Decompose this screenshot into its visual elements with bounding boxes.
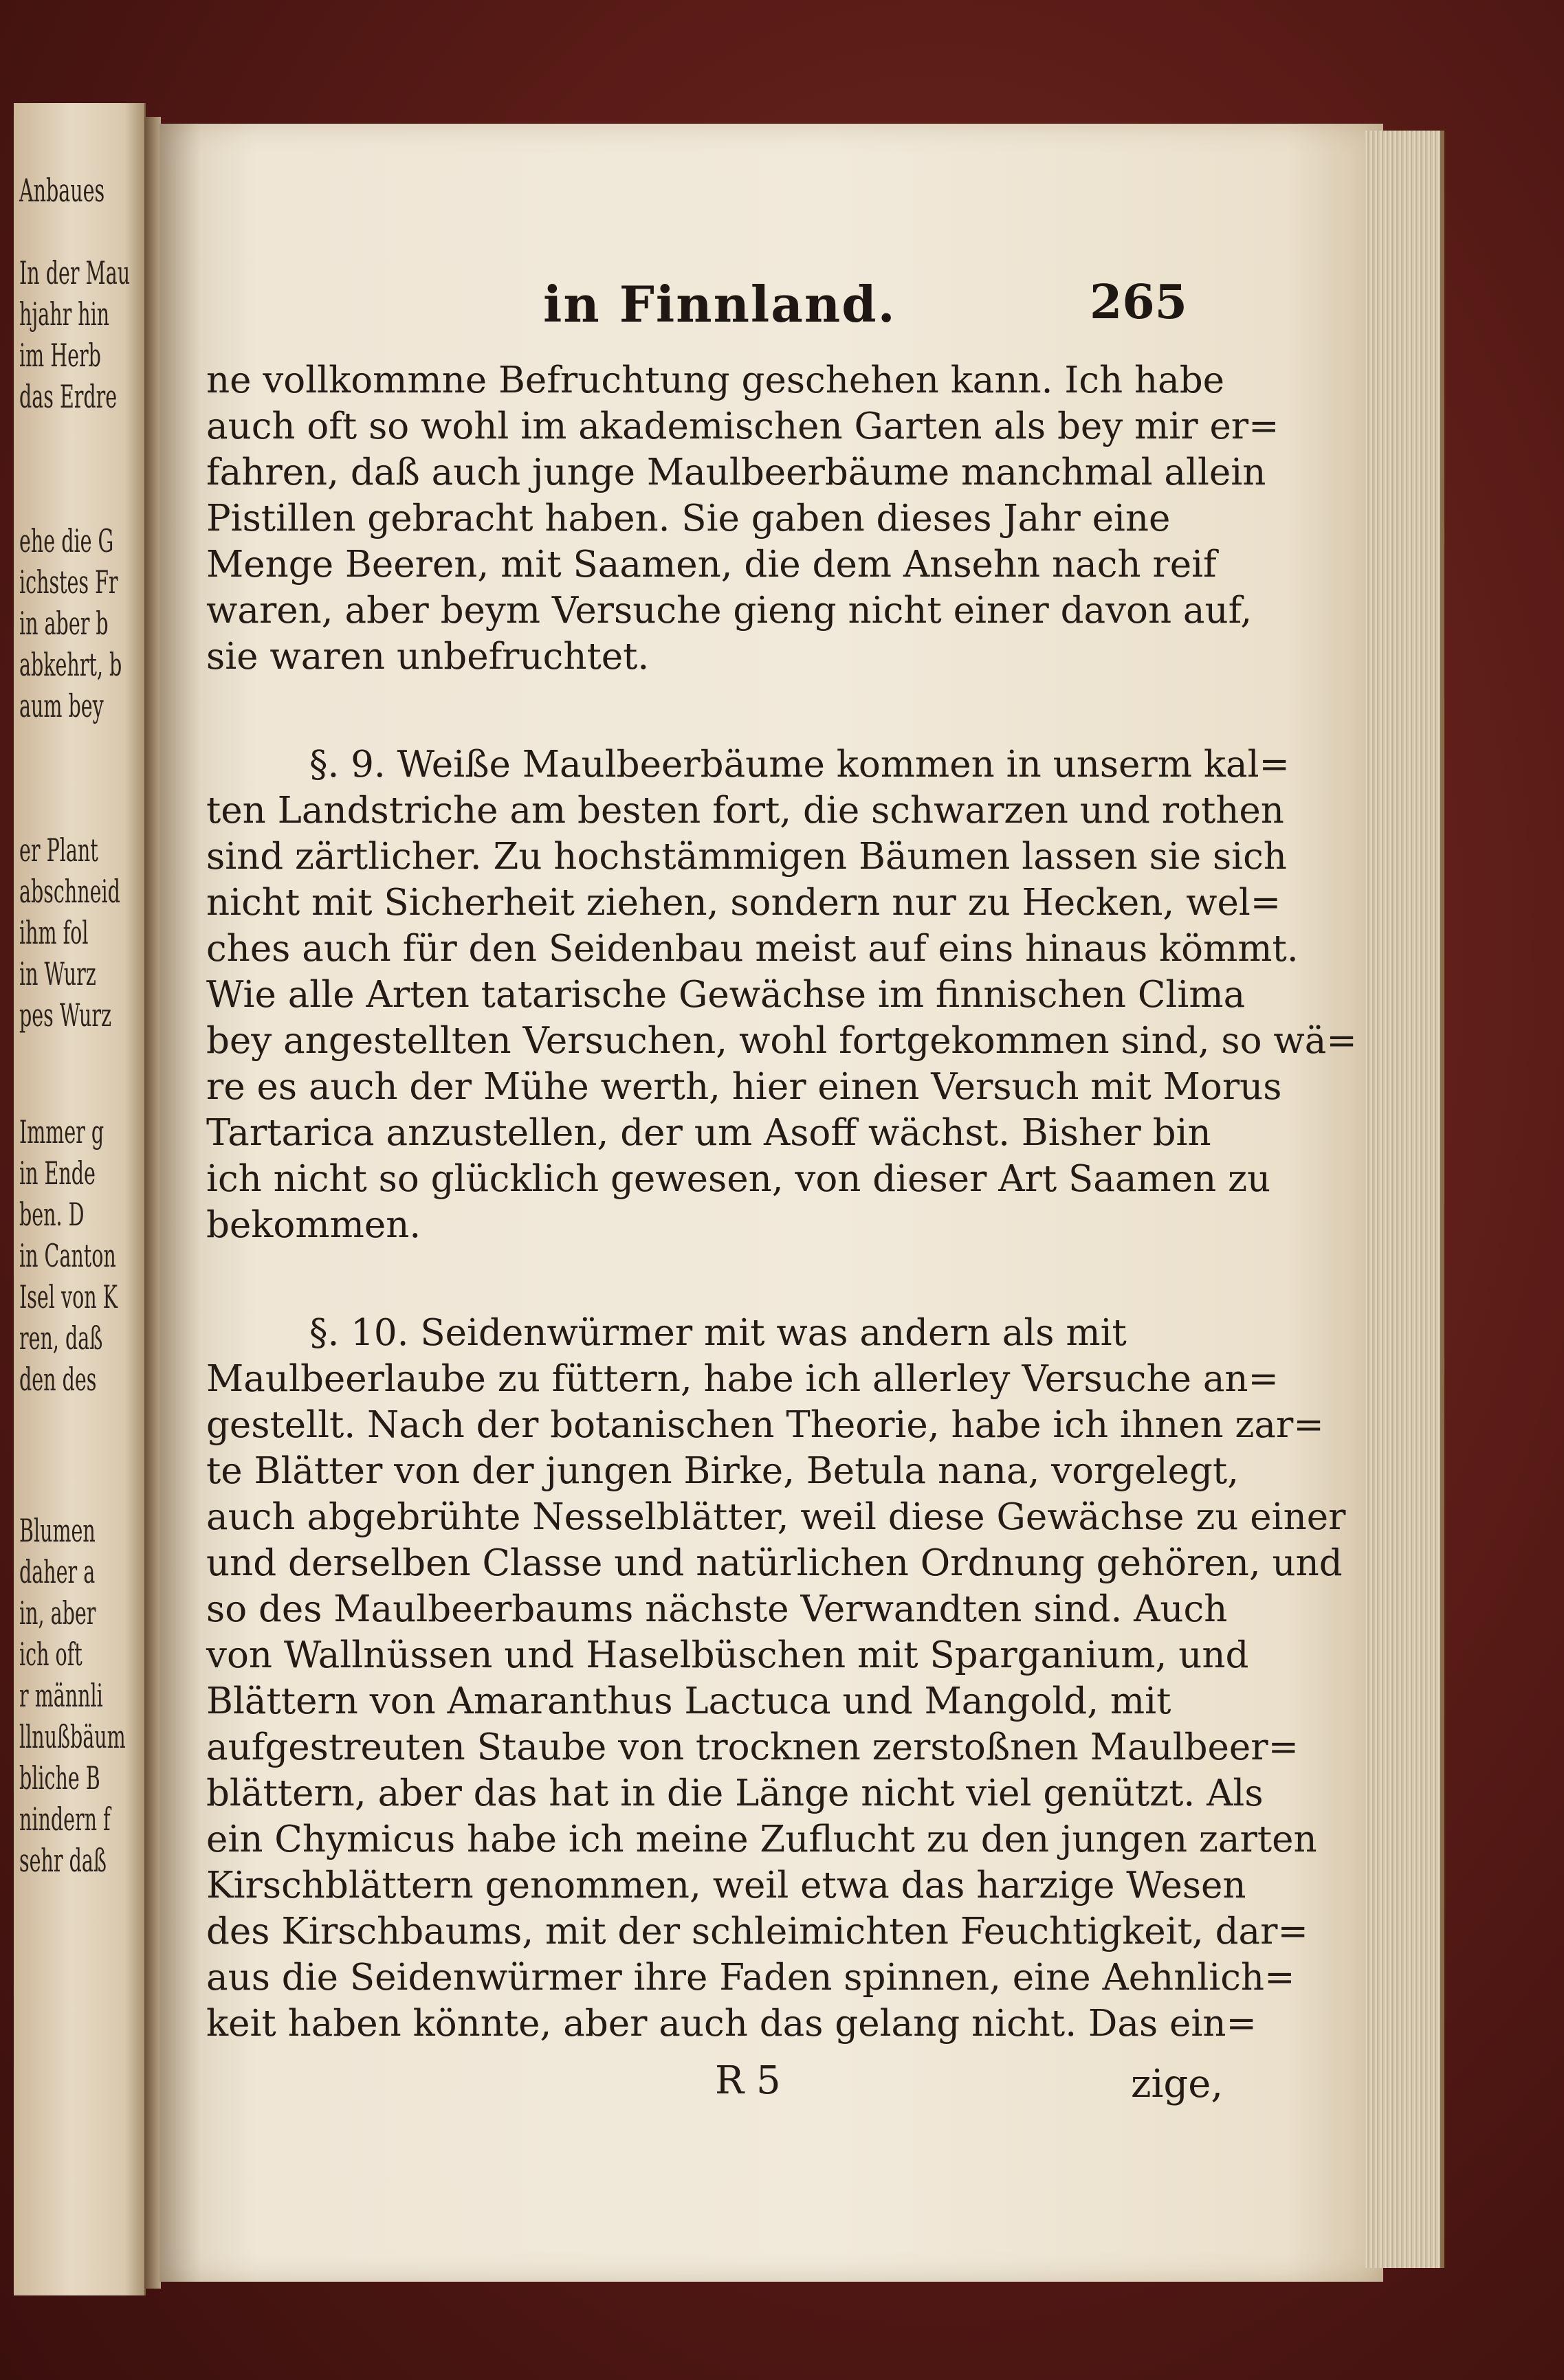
signature-mark: R 5 [715,2058,781,2103]
facing-page-text-fragment: pes Wurz [19,997,112,1034]
facing-page-text-fragment: ben. D [19,1196,85,1233]
text-line: re es auch der Mühe werth, hier einen Versuch mit Morus [206,1066,1282,1108]
text-line: Blättern von Amaranthus Lactuca und Mangold, mit [206,1680,1171,1722]
facing-page-text-fragment: in, aber [19,1594,96,1632]
facing-page-left [14,103,146,2295]
text-line: Maulbeerlaube zu füttern, habe ich allerley Versuche an= [206,1358,1279,1400]
facing-page-text-fragment: In der Mau [19,254,131,291]
paragraph-gap [206,680,1237,742]
text-line: bekommen. [206,1204,421,1246]
text-line: Kirschblättern genommen, weil etwa das harzige Wesen [206,1865,1246,1906]
text-line: nicht mit Sicherheit ziehen, sondern nur zu Hecken, wel= [206,882,1281,924]
facing-page-text-fragment: Blumen [19,1512,96,1549]
facing-page-text-fragment: den des [19,1361,97,1398]
catchword: zige, [1131,2062,1224,2106]
facing-page-text-fragment: ihm fol [19,914,89,951]
text-line: Tartarica anzustellen, der um Asoff wächst. Bisher bin [206,1112,1211,1154]
facing-page-text-fragment: ren, daß [19,1320,103,1357]
facing-page-text-fragment: llnußbäum [19,1718,126,1755]
facing-page-text-fragment: Isel von K [19,1278,118,1315]
text-line: aufgestreuten Staube von trocknen zerstoßnen Maulbeer= [206,1726,1299,1768]
book-gutter [144,117,161,2289]
text-line: Menge Beeren, mit Saamen, die dem Ansehn nach reif [206,544,1217,586]
text-line: gestellt. Nach der botanischen Theorie, habe ich ihnen zar= [206,1404,1324,1446]
page-edges [1365,131,1444,2268]
text-line: aus die Seidenwürmer ihre Faden spinnen, eine Aehnlich= [206,1957,1295,1999]
facing-page-text-fragment: nindern f [19,1801,111,1838]
body-text [206,357,1357,2047]
facing-page-text-fragment: daher a [19,1553,96,1590]
text-line: waren, aber beym Versuche gieng nicht einer davon auf, [206,590,1253,632]
text-line: §. 9. Weiße Maulbeerbäume kommen in unserm kal= [309,744,1290,786]
page-number: 265 [1090,275,1187,330]
text-line: ten Landstriche am besten fort, die schwarzen und rothen [206,790,1284,832]
facing-page-text-fragment: Immer g [19,1113,104,1150]
facing-page-text-fragment: in Canton [19,1237,116,1274]
facing-page-text-fragment: er Plant [19,832,98,869]
facing-page-text-fragment: hjahr hin [19,296,110,333]
spine-shadow [159,124,201,2282]
facing-page-text-fragment: im Herb [19,337,101,374]
text-line: ne vollkommne Befruchtung geschehen kann. Ich habe [206,359,1224,401]
text-line: ches auch für den Seidenbau meist auf eins hinaus kömmt. [206,928,1299,970]
facing-page-text-fragment: in aber b [19,605,109,642]
text-line: des Kirschbaums, mit der schleimichten Feuchtigkeit, dar= [206,1911,1308,1953]
text-line: Wie alle Arten tatarische Gewächse im finnischen Clima [206,974,1246,1016]
facing-page-text-fragment: abkehrt, b [19,646,122,683]
text-line: so des Maulbeerbaums nächste Verwandten sind. Auch [206,1588,1228,1630]
facing-page-text-fragment: bliche B [19,1759,100,1797]
text-line: keit haben könnte, aber auch das gelang nicht. Das ein= [206,2003,1257,2045]
text-line: von Wallnüssen und Haselbüschen mit Sparganium, und [206,1634,1249,1676]
text-line: ich nicht so glücklich gewesen, von dieser Art Saamen zu [206,1158,1271,1200]
facing-page-text-fragment: sehr daß [19,1842,107,1879]
facing-page-text-fragment: in Ende [19,1155,96,1192]
facing-page-text-fragment: abschneid [19,873,120,910]
paragraph-2 [206,742,1357,1248]
text-line: und derselben Classe und natürlichen Ordnung gehören, und [206,1542,1343,1584]
paragraph-3 [206,1310,1346,2047]
paragraph-gap [206,1248,1237,1310]
text-line: fahren, daß auch junge Maulbeerbäume manchmal allein [206,452,1266,493]
text-line: sind zärtlicher. Zu hochstämmigen Bäumen lassen sie sich [206,836,1287,878]
facing-page-text-fragment: das Erdre [19,378,118,415]
facing-page-text-fragment: ich oft [19,1636,82,1673]
text-line: ein Chymicus habe ich meine Zuflucht zu den jungen zarten [206,1819,1317,1860]
text-line: auch oft so wohl im akademischen Garten als bey mir er= [206,405,1279,447]
running-head: in Finnland. [543,275,896,333]
facing-page-text-fragment: Anbaues [19,172,105,209]
text-line: blättern, aber das hat in die Länge nicht viel genützt. Als [206,1772,1264,1814]
paragraph-1 [206,357,1279,680]
text-line: sie waren unbefruchtet. [206,636,650,678]
facing-page-text-fragment: ehe die G [19,522,114,559]
text-line: te Blätter von der jungen Birke, Betula nana, vorgelegt, [206,1450,1240,1492]
facing-page-text-fragment: r männli [19,1677,103,1714]
facing-page-text-fragment: in Wurz [19,955,96,992]
facing-page-text-fragment: aum bey [19,687,104,724]
text-line: bey angestellten Versuchen, wohl fortgekommen sind, so wä= [206,1020,1357,1062]
facing-page-text-fragment: ichstes Fr [19,564,118,601]
text-line: §. 10. Seidenwürmer mit was andern als mit [309,1312,1127,1354]
text-line: Pistillen gebracht haben. Sie gaben dieses Jahr eine [206,498,1171,540]
text-line: auch abgebrühte Nesselblätter, weil diese Gewächse zu einer [206,1496,1346,1538]
